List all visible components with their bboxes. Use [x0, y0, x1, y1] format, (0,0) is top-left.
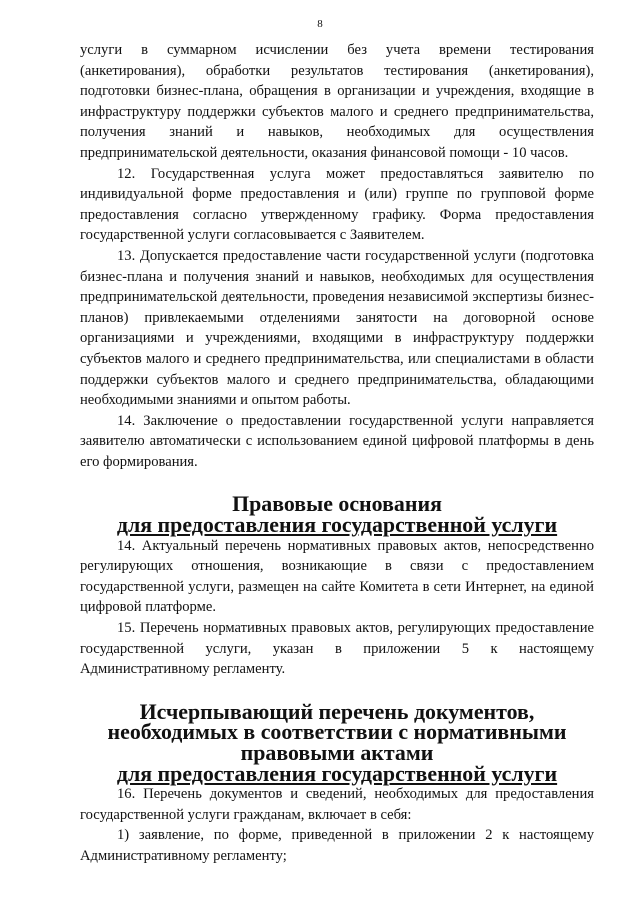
- section-heading-legal-basis: [80, 491, 594, 538]
- section-heading-documents-list-line1: Исчерпывающий перечень документов,: [139, 698, 535, 724]
- section-heading-documents-list: [80, 698, 594, 786]
- section-heading-documents-list-line2: необходимых в соответствии с нормативными правовыми актами: [107, 719, 567, 765]
- paragraph-15: 15. Перечень нормативных правовых актов, регулирующих предоставление государственной услуги, указан в приложении 5 к настоящему Административному регламенту.: [80, 620, 594, 678]
- paragraph-continuation: услуги в суммарном исчислении без учета времени тестирования (анкетирования), обработки результатов тестирования (анкетирования), подготовки бизнес-плана, обращения в организации и учреждения, входящие в инфраструктуру поддержки субъектов малого и среднего предпринимательства, получения знаний и навыков, необходимых для осуществления предпринимательской деятельности, оказания финансовой помощи - 10 часов.: [80, 42, 594, 161]
- paragraph-16: 16. Перечень документов и сведений, необходимых для предоставления государственной услуги гражданам, включает в себя:: [80, 786, 594, 823]
- section-heading-documents-list-line3: для предоставления государственной услуги: [116, 760, 558, 786]
- paragraph-13: 13. Допускается предоставление части государственной услуги (подготовка бизнес-плана и получения знаний и навыков, необходимых для осуществления предпринимательской деятельности, проведения независимой экспертизы бизнес-планов) привлекаемыми отделениями занятости на договорной основе организациями и учреждениями, входящими в инфраструктуру поддержки субъектов малого и среднего предпринимательства, или специалистами в области поддержки субъектов малого и среднего предпринимательства, обладающими необходимыми знаниями и опытом работы.: [80, 247, 594, 409]
- document-body: [80, 40, 594, 867]
- paragraph-16-item-1: 1) заявление, по форме, приведенной в приложении 2 к настоящему Административному регламенту;: [80, 827, 594, 864]
- page-number: 8: [317, 18, 323, 30]
- paragraph-14-legal-acts: 14. Актуальный перечень нормативных правовых актов, непосредственно регулирующих отношения, возникающие в связи с предоставлением государственной услуги, размещен на сайте Комитета в сети Интернет, на единой цифровой платформе.: [80, 537, 594, 616]
- section-heading-legal-basis-line1: Правовые основания: [232, 491, 442, 517]
- section-heading-legal-basis-line2: для предоставления государственной услуги: [116, 512, 558, 538]
- paragraph-12: 12. Государственная услуга может предоставляться заявителю по индивидуальной форме предоставления и (или) группе по групповой форме предоставления согласно утвержденному графику. Форма предоставления государственной услуги согласовывается с Заявителем.: [80, 165, 594, 244]
- paragraph-14-conclusion: 14. Заключение о предоставлении государственной услуги направляется заявителю автоматически с использованием единой цифровой платформы в день его формирования.: [80, 412, 594, 470]
